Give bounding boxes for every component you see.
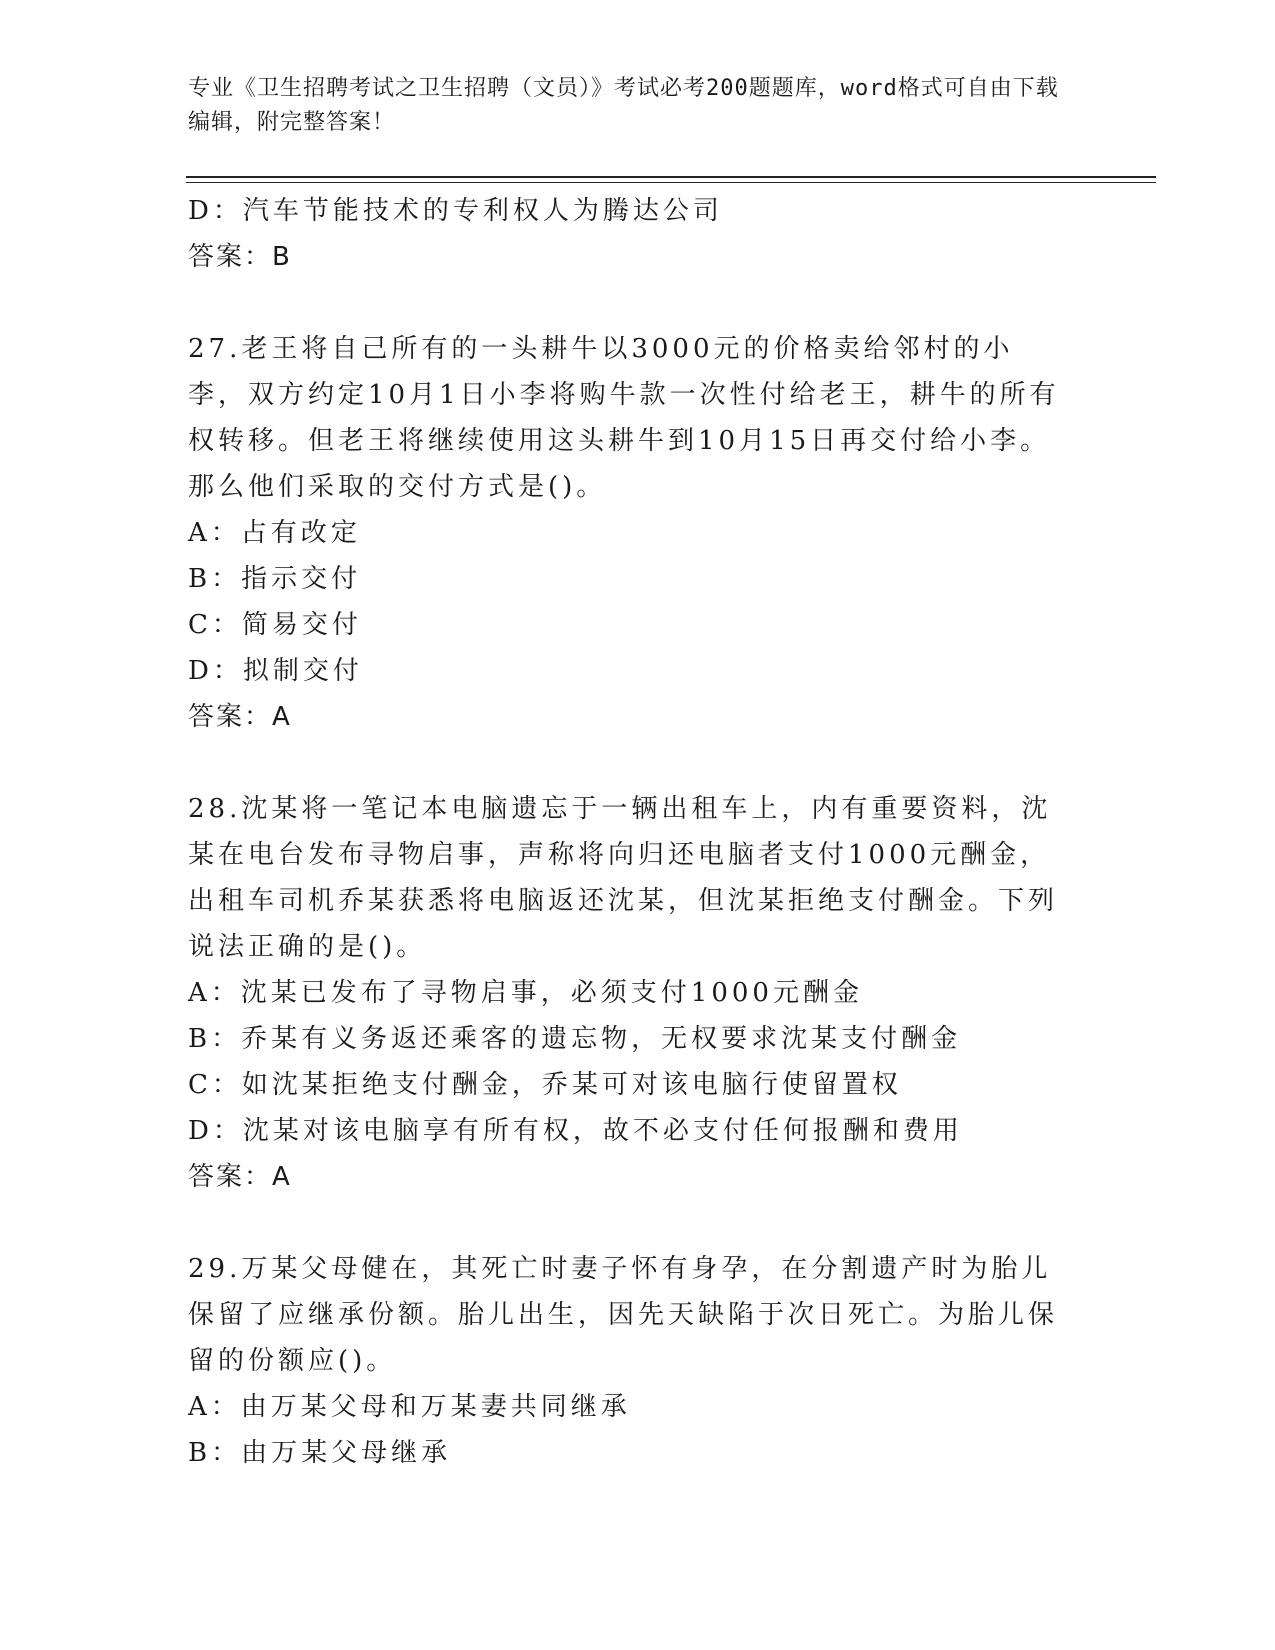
header-rule-thick (186, 176, 1156, 178)
option-a: A：由万某父母和万某妻共同继承 (188, 1392, 631, 1422)
question-27 (188, 326, 1088, 740)
question-stem: 29.万某父母健在，其死亡时妻子怀有身孕，在分割遗产时为胎儿保留了应继承份额。胎儿出生，因先天缺陷于次日死亡。为胎儿保留的份额应()。 (188, 1254, 1059, 1376)
prev-question-answer: 答案：B (188, 242, 292, 272)
option-d: D：沈某对该电脑享有所有权，故不必支付任何报酬和费用 (188, 1116, 963, 1146)
option-a: A：占有改定 (188, 518, 361, 548)
question-28 (188, 786, 1088, 1200)
document-body (188, 188, 1088, 1476)
document-header: 专业《卫生招聘考试之卫生招聘（文员）》考试必考200题题库，word格式可自由下载编辑，附完整答案！ (188, 76, 1059, 135)
option-d: D：拟制交付 (188, 656, 363, 686)
question-answer: 答案：A (188, 1162, 292, 1192)
prev-question-option-d: D：汽车节能技术的专利权人为腾达公司 (188, 196, 723, 226)
option-b: B：由万某父母继承 (188, 1438, 452, 1468)
question-29 (188, 1246, 1088, 1476)
option-b: B：乔某有义务返还乘客的遗忘物，无权要求沈某支付酬金 (188, 1024, 962, 1054)
question-gap (188, 740, 1088, 786)
option-c: C：如沈某拒绝支付酬金，乔某可对该电脑行使留置权 (188, 1070, 902, 1100)
option-c: C：简易交付 (188, 610, 362, 640)
option-a: A：沈某已发布了寻物启事，必须支付1000元酬金 (188, 978, 863, 1008)
question-gap (188, 280, 1088, 326)
question-stem: 27.老王将自己所有的一头耕牛以3000元的价格卖给邻村的小李，双方约定10月1日小李将购牛款一次性付给老王，耕牛的所有权转移。但老王将继续使用这头耕牛到10月15日再交付给小李。那么他们采取的交付方式是()。 (188, 334, 1060, 502)
question-gap (188, 1200, 1088, 1246)
question-stem: 28.沈某将一笔记本电脑遗忘于一辆出租车上，内有重要资料，沈某在电台发布寻物启事，声称将向归还电脑者支付1000元酬金，出租车司机乔某获悉将电脑返还沈某，但沈某拒绝支付酬金。下列说法正确的是()。 (188, 794, 1059, 962)
option-b: B：指示交付 (188, 564, 362, 594)
header-rule-thin (186, 182, 1156, 183)
question-answer: 答案：A (188, 702, 292, 732)
